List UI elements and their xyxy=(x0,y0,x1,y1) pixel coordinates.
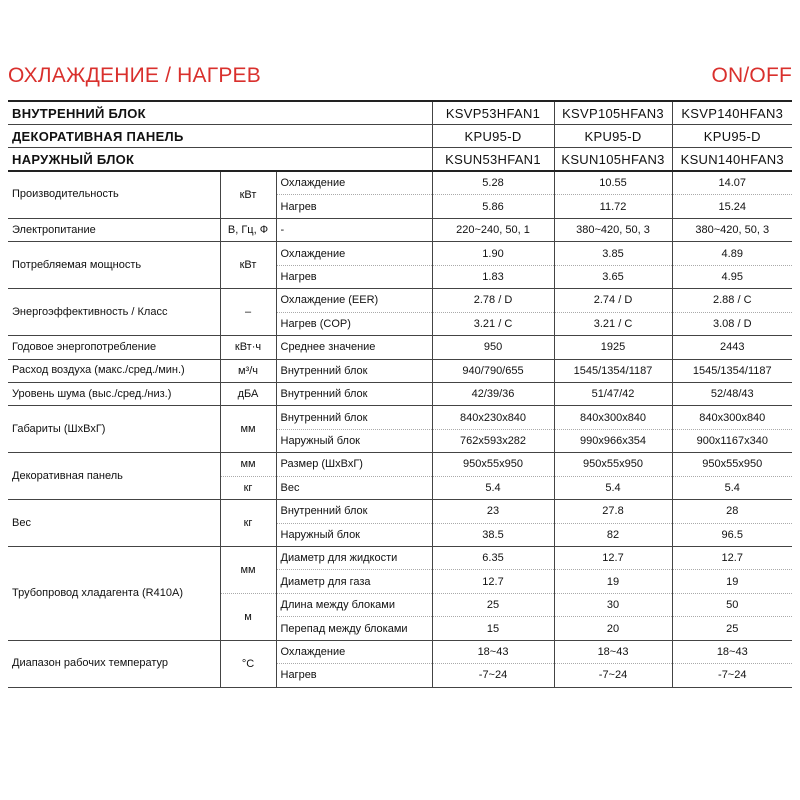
row-label: Перепад между блоками xyxy=(276,617,432,640)
spec-row xyxy=(8,406,792,429)
value-cell: 840x300x840 xyxy=(554,406,672,429)
parameter-name: Габариты (ШхВхГ) xyxy=(8,406,220,453)
value-cell: 4.89 xyxy=(672,242,792,265)
value-cell: 950x55x950 xyxy=(672,453,792,476)
parameter-name: Диапазон рабочих температур xyxy=(8,640,220,687)
model-name-cell: KPU95-D xyxy=(672,125,792,148)
value-cell: 1.83 xyxy=(432,265,554,288)
parameter-unit: – xyxy=(220,289,276,336)
value-cell: 940/790/655 xyxy=(432,359,554,382)
value-cell: 18~43 xyxy=(672,640,792,663)
value-cell: 5.4 xyxy=(554,476,672,499)
value-cell: 12.7 xyxy=(432,570,554,593)
value-cell: 1.90 xyxy=(432,242,554,265)
spec-row xyxy=(8,640,792,663)
model-row xyxy=(8,125,792,148)
value-cell: 3.08 / D xyxy=(672,312,792,335)
row-label: Диаметр для газа xyxy=(276,570,432,593)
parameter-name: Расход воздуха (макс./сред./мин.) xyxy=(8,359,220,382)
value-cell: 6.35 xyxy=(432,547,554,570)
parameter-unit: м xyxy=(220,593,276,640)
value-cell: 900x1167x340 xyxy=(672,429,792,452)
row-label: Вес xyxy=(276,476,432,499)
parameter-name: Годовое энергопотребление xyxy=(8,336,220,359)
value-cell: -7~24 xyxy=(672,664,792,687)
spec-row xyxy=(8,218,792,241)
parameter-unit: кВт·ч xyxy=(220,336,276,359)
value-cell: 1545/1354/1187 xyxy=(672,359,792,382)
parameter-unit: мм xyxy=(220,453,276,476)
value-cell: 96.5 xyxy=(672,523,792,546)
row-label: Длина между блоками xyxy=(276,593,432,616)
value-cell: 3.85 xyxy=(554,242,672,265)
value-cell: 3.21 / C xyxy=(432,312,554,335)
value-cell: 12.7 xyxy=(554,547,672,570)
model-name-cell: KPU95-D xyxy=(554,125,672,148)
value-cell: 762x593x282 xyxy=(432,429,554,452)
spec-table-body xyxy=(8,101,792,687)
parameter-unit: мм xyxy=(220,547,276,594)
row-label: Наружный блок xyxy=(276,523,432,546)
value-cell: 15.24 xyxy=(672,195,792,218)
parameter-name: Производительность xyxy=(8,171,220,218)
spec-row xyxy=(8,453,792,476)
parameter-unit: кВт xyxy=(220,171,276,218)
value-cell: 52/48/43 xyxy=(672,382,792,405)
value-cell: 2.88 / C xyxy=(672,289,792,312)
model-name-cell: KSVP140HFAN3 xyxy=(672,101,792,125)
value-cell: 2443 xyxy=(672,336,792,359)
row-label: Охлаждение xyxy=(276,242,432,265)
row-label: Диаметр для жидкости xyxy=(276,547,432,570)
value-cell: 950x55x950 xyxy=(554,453,672,476)
value-cell: 50 xyxy=(672,593,792,616)
value-cell: 27.8 xyxy=(554,500,672,523)
value-cell: 82 xyxy=(554,523,672,546)
value-cell: 4.95 xyxy=(672,265,792,288)
spec-row xyxy=(8,242,792,265)
value-cell: 42/39/36 xyxy=(432,382,554,405)
value-cell: 19 xyxy=(554,570,672,593)
model-row-label: ДЕКОРАТИВНАЯ ПАНЕЛЬ xyxy=(8,125,432,148)
row-label: Охлаждение xyxy=(276,640,432,663)
value-cell: 1925 xyxy=(554,336,672,359)
value-cell: 10.55 xyxy=(554,171,672,195)
spec-row xyxy=(8,500,792,523)
parameter-name: Декоративная панель xyxy=(8,453,220,500)
value-cell: 5.4 xyxy=(672,476,792,499)
model-name-cell: KPU95-D xyxy=(432,125,554,148)
parameter-unit: мм xyxy=(220,406,276,453)
value-cell: -7~24 xyxy=(554,664,672,687)
model-name-cell: KSVP53HFAN1 xyxy=(432,101,554,125)
value-cell: 11.72 xyxy=(554,195,672,218)
value-cell: 51/47/42 xyxy=(554,382,672,405)
spec-row xyxy=(8,171,792,195)
row-label: Нагрев xyxy=(276,265,432,288)
value-cell: 5.28 xyxy=(432,171,554,195)
value-cell: 19 xyxy=(672,570,792,593)
value-cell: 380~420, 50, 3 xyxy=(554,218,672,241)
value-cell: 2.78 / D xyxy=(432,289,554,312)
row-label: Охлаждение xyxy=(276,171,432,195)
model-row-label: НАРУЖНЫЙ БЛОК xyxy=(8,148,432,172)
row-label: Внутренний блок xyxy=(276,359,432,382)
row-label: Среднее значение xyxy=(276,336,432,359)
model-name-cell: KSUN53HFAN1 xyxy=(432,148,554,172)
spec-row xyxy=(8,359,792,382)
parameter-unit: кг xyxy=(220,500,276,547)
value-cell: 5.4 xyxy=(432,476,554,499)
value-cell: 18~43 xyxy=(554,640,672,663)
parameter-name: Энергоэффективность / Класс xyxy=(8,289,220,336)
spec-row xyxy=(8,547,792,570)
control-type-title: ON/OFF xyxy=(711,64,792,87)
value-cell: 1545/1354/1187 xyxy=(554,359,672,382)
value-cell: 5.86 xyxy=(432,195,554,218)
parameter-unit: м³/ч xyxy=(220,359,276,382)
row-label: Охлаждение (EER) xyxy=(276,289,432,312)
parameter-unit: кг xyxy=(220,476,276,499)
parameter-unit: °С xyxy=(220,640,276,687)
value-cell: 28 xyxy=(672,500,792,523)
parameter-name: Уровень шума (выс./сред./низ.) xyxy=(8,382,220,405)
row-label: Нагрев xyxy=(276,664,432,687)
value-cell: 840x300x840 xyxy=(672,406,792,429)
value-cell: 30 xyxy=(554,593,672,616)
spec-row xyxy=(8,382,792,405)
value-cell: 25 xyxy=(432,593,554,616)
value-cell: 220~240, 50, 1 xyxy=(432,218,554,241)
value-cell: 38.5 xyxy=(432,523,554,546)
value-cell: 950x55x950 xyxy=(432,453,554,476)
row-label: Размер (ШхВхГ) xyxy=(276,453,432,476)
value-cell: 12.7 xyxy=(672,547,792,570)
value-cell: 18~43 xyxy=(432,640,554,663)
row-label: Внутренний блок xyxy=(276,406,432,429)
value-cell: 380~420, 50, 3 xyxy=(672,218,792,241)
value-cell: 23 xyxy=(432,500,554,523)
row-label: Внутренний блок xyxy=(276,382,432,405)
row-label: Наружный блок xyxy=(276,429,432,452)
value-cell: 3.65 xyxy=(554,265,672,288)
parameter-name: Потребляемая мощность xyxy=(8,242,220,289)
section-header xyxy=(8,64,792,96)
value-cell: 990x966x354 xyxy=(554,429,672,452)
value-cell: 15 xyxy=(432,617,554,640)
parameter-unit: кВт xyxy=(220,242,276,289)
parameter-name: Вес xyxy=(8,500,220,547)
parameter-name: Трубопровод хладагента (R410A) xyxy=(8,547,220,641)
spec-row xyxy=(8,336,792,359)
parameter-name: Электропитание xyxy=(8,218,220,241)
value-cell: 840x230x840 xyxy=(432,406,554,429)
row-label: - xyxy=(276,218,432,241)
row-label: Нагрев xyxy=(276,195,432,218)
value-cell: 25 xyxy=(672,617,792,640)
value-cell: 14.07 xyxy=(672,171,792,195)
parameter-unit: В, Гц, Ф xyxy=(220,218,276,241)
row-label: Внутренний блок xyxy=(276,500,432,523)
parameter-unit: дБА xyxy=(220,382,276,405)
model-row-label: ВНУТРЕННИЙ БЛОК xyxy=(8,101,432,125)
model-row xyxy=(8,101,792,125)
value-cell: -7~24 xyxy=(432,664,554,687)
row-label: Нагрев (COP) xyxy=(276,312,432,335)
spec-table xyxy=(8,100,792,688)
model-row xyxy=(8,148,792,172)
mode-title: ОХЛАЖДЕНИЕ / НАГРЕВ xyxy=(8,64,261,87)
model-name-cell: KSVP105HFAN3 xyxy=(554,101,672,125)
value-cell: 2.74 / D xyxy=(554,289,672,312)
model-name-cell: KSUN105HFAN3 xyxy=(554,148,672,172)
model-name-cell: KSUN140HFAN3 xyxy=(672,148,792,172)
value-cell: 3.21 / C xyxy=(554,312,672,335)
value-cell: 20 xyxy=(554,617,672,640)
value-cell: 950 xyxy=(432,336,554,359)
spec-row xyxy=(8,289,792,312)
